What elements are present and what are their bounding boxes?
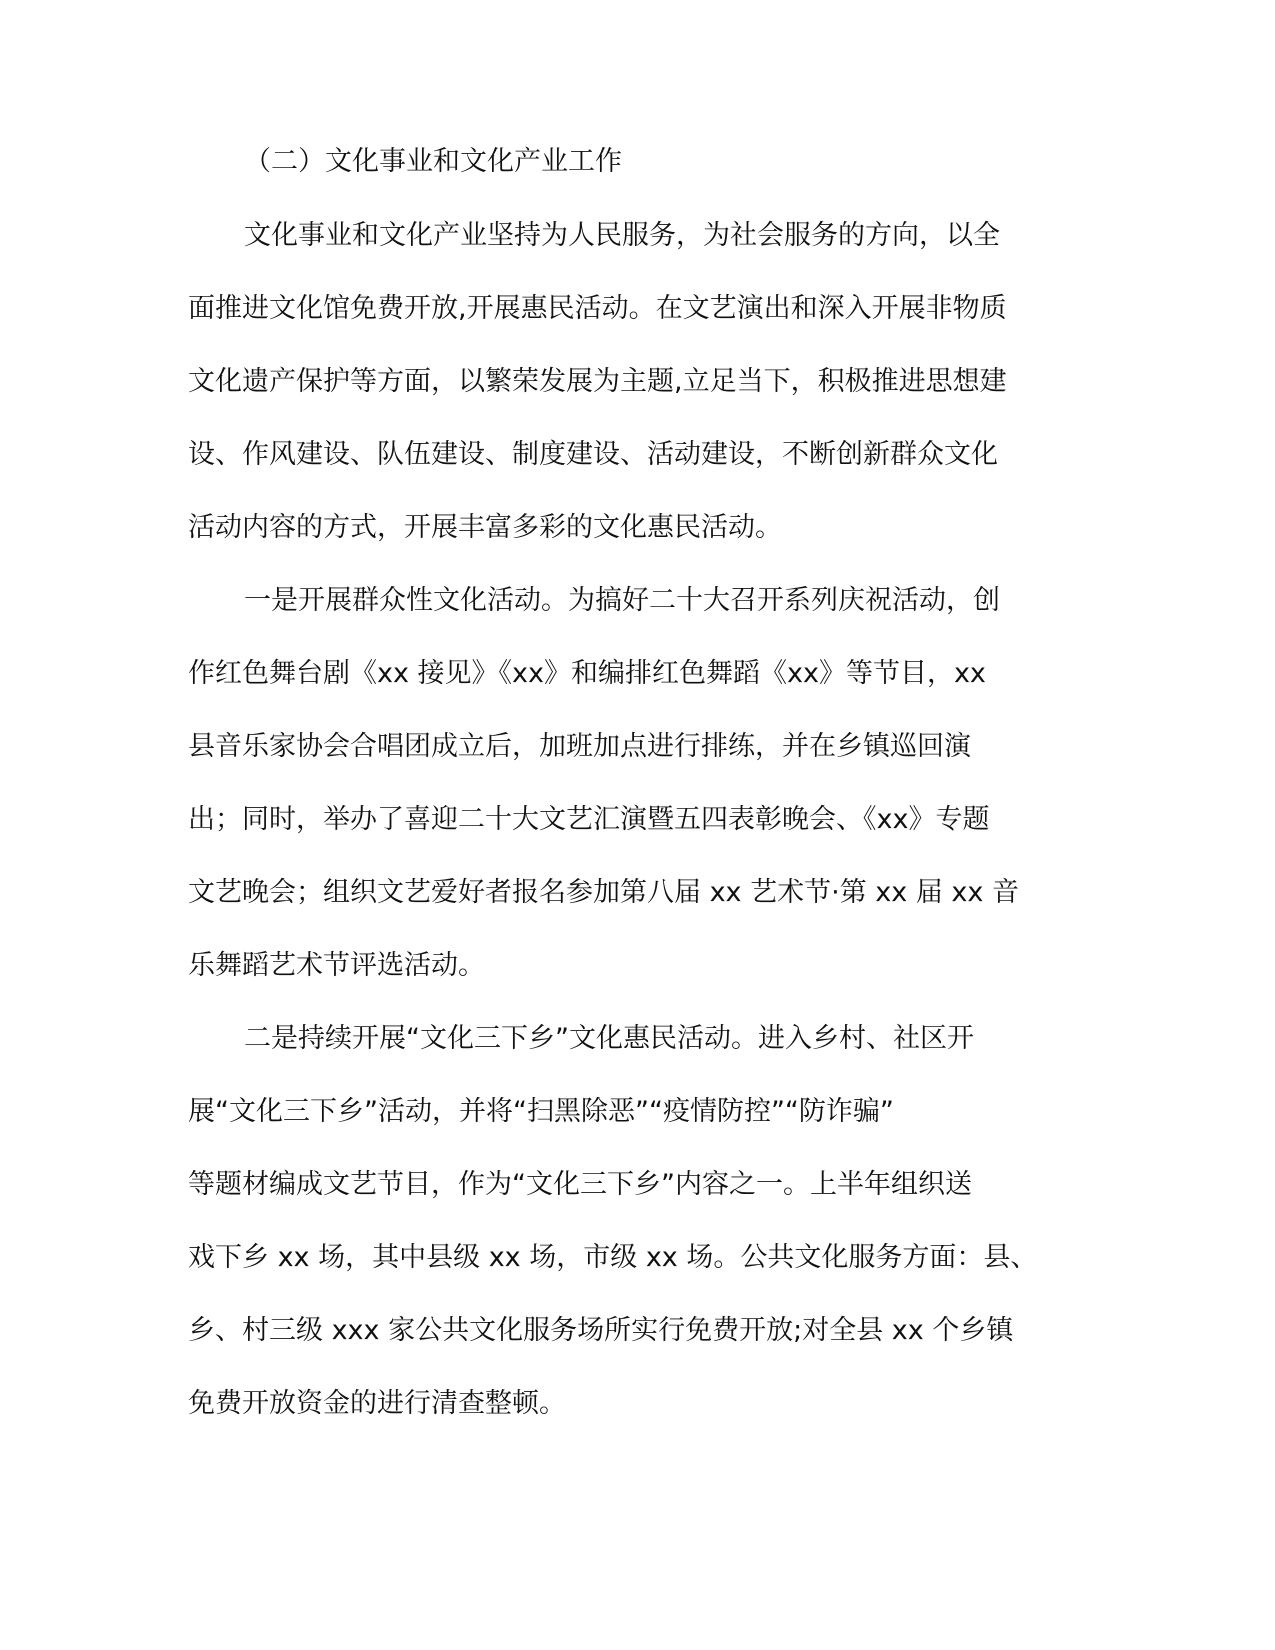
paragraph-line: 县音乐家协会合唱团成立后，加班加点进行排练，并在乡镇巡回演: [188, 731, 971, 762]
section-heading: （二）文化事业和文化产业工作: [244, 146, 622, 177]
paragraph-line: 设、作风建设、队伍建设、制度建设、活动建设，不断创新群众文化: [188, 439, 998, 470]
paragraph-line: 面推进文化馆免费开放,开展惠民活动。在文艺演出和深入开展非物质: [188, 293, 1007, 324]
paragraph-line: 作红色舞台剧《xx 接见》《xx》和编排红色舞蹈《xx》等节目，xx: [188, 658, 986, 689]
paragraph-line: 乐舞蹈艺术节评选活动。: [188, 950, 485, 981]
paragraph-line: 出；同时，举办了喜迎二十大文艺汇演暨五四表彰晚会、《xx》专题: [188, 804, 990, 835]
paragraph-line: 乡、村三级 xxx 家公共文化服务场所实行免费开放;对全县 xx 个乡镇: [188, 1315, 1014, 1346]
paragraph-line: 戏下乡 xx 场，其中县级 xx 场，市级 xx 场。公共文化服务方面：县、: [188, 1242, 1038, 1273]
paragraph-line: 文艺晚会；组织文艺爱好者报名参加第八届 xx 艺术节·第 xx 届 xx 音: [188, 877, 1019, 908]
paragraph-line: 一是开展群众性文化活动。为搞好二十大召开系列庆祝活动，创: [244, 585, 1000, 616]
paragraph-line: 活动内容的方式，开展丰富多彩的文化惠民活动。: [188, 512, 782, 543]
paragraph-line: 二是持续开展“文化三下乡”文化惠民活动。进入乡村、社区开: [244, 1023, 974, 1054]
paragraph-line: 文化遗产保护等方面，以繁荣发展为主题,立足当下，积极推进思想建: [188, 366, 1007, 397]
paragraph-line: 文化事业和文化产业坚持为人民服务，为社会服务的方向，以全: [244, 220, 1000, 251]
paragraph-line: 免费开放资金的进行清查整顿。: [188, 1388, 566, 1419]
paragraph-line: 等题材编成文艺节目，作为“文化三下乡”内容之一。上半年组织送: [188, 1169, 972, 1200]
paragraph-line: 展“文化三下乡”活动，并将“扫黑除恶”“疫情防控”“防诈骗”: [188, 1096, 894, 1127]
